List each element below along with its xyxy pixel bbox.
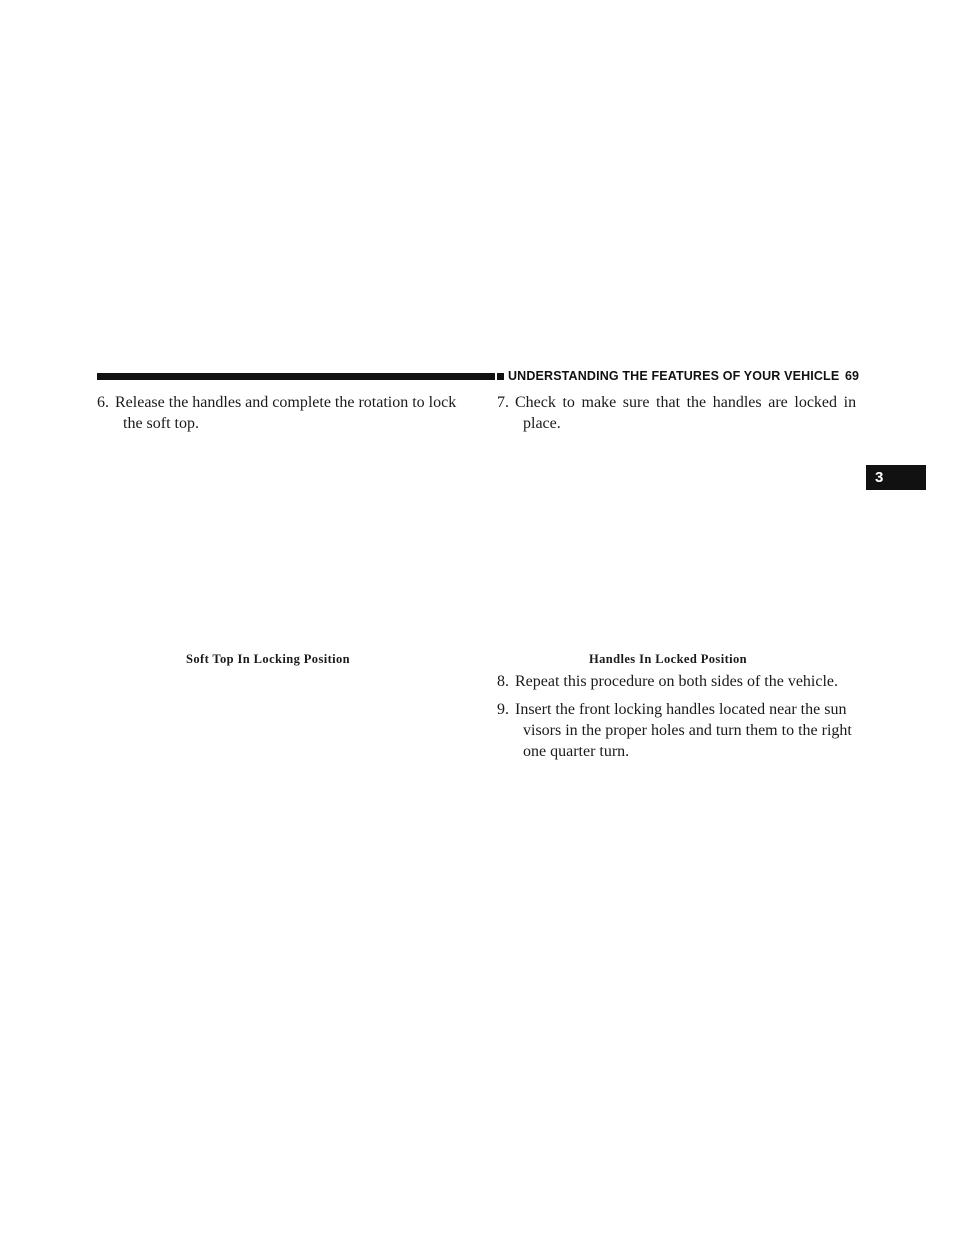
step-number: 6.: [97, 394, 109, 411]
step-9: [497, 699, 867, 762]
step-text: [497, 392, 867, 434]
step-text: [97, 392, 477, 434]
step-text: [497, 699, 867, 762]
step-text-line: Release the handles and complete the rotation to lock: [115, 394, 457, 411]
figure-caption-handles: Handles In Locked Position: [589, 652, 748, 666]
step-7: [497, 392, 867, 434]
step-8: [497, 671, 867, 692]
step-text-line: place.: [523, 415, 561, 432]
page-number: 69: [845, 369, 859, 383]
section-title: UNDERSTANDING THE FEATURES OF YOUR VEHICLE: [508, 369, 840, 383]
step-number: 7.: [497, 394, 509, 411]
step-number: 8.: [497, 673, 509, 690]
step-text: [497, 671, 867, 692]
step-text-line: one quarter turn.: [523, 743, 630, 760]
header-rule: [97, 373, 495, 380]
step-text-line: Check to make sure that the handles are locked in: [515, 394, 857, 411]
step-text-line: the soft top.: [123, 415, 199, 432]
chapter-tab: 3: [866, 465, 926, 490]
step-number: 9.: [497, 701, 509, 718]
step-6: [97, 392, 477, 434]
step-text-line: visors in the proper holes and turn them to the right: [523, 722, 852, 739]
header-rule-square: [497, 373, 504, 380]
step-text-line: Repeat this procedure on both sides of the vehicle.: [515, 673, 839, 690]
step-text-line: Insert the front locking handles located near the sun: [515, 701, 847, 718]
figure-caption-soft-top: Soft Top In Locking Position: [186, 652, 351, 666]
